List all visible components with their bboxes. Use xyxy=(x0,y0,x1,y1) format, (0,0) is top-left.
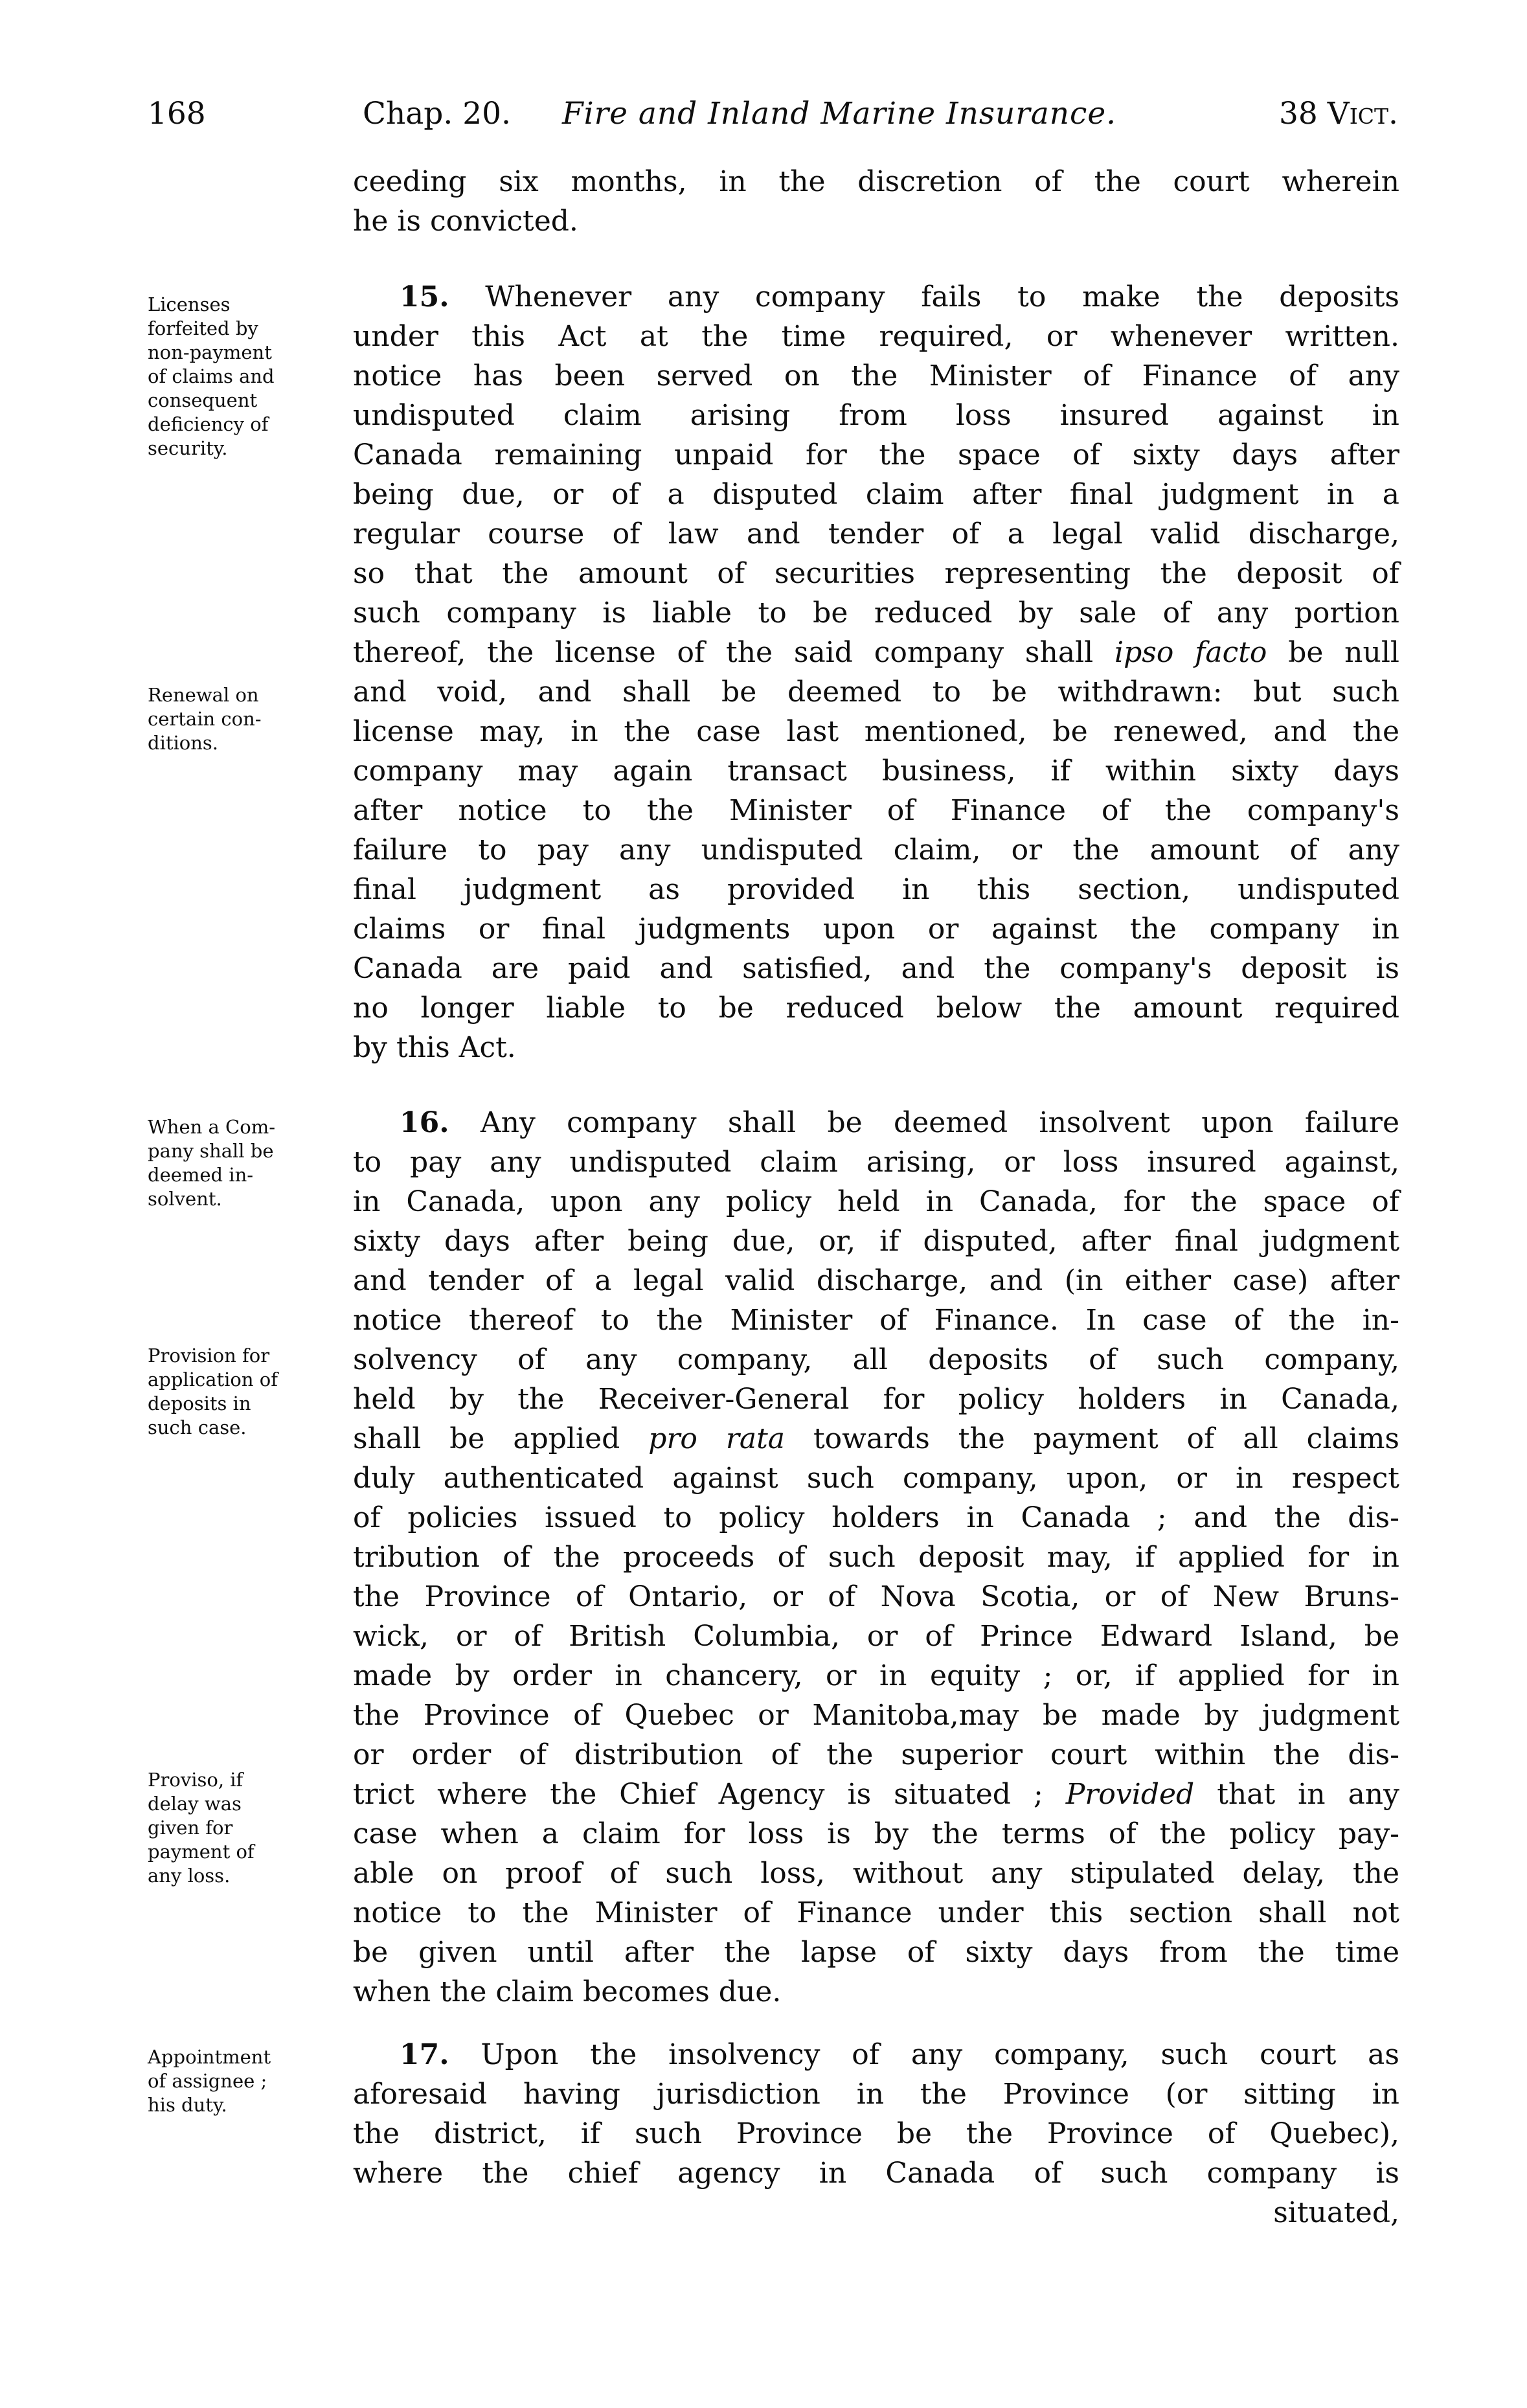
text-line: no longer liable to be reduced below the amount required xyxy=(353,992,1399,1025)
text-line: deposits in xyxy=(148,1392,251,1414)
text-line: Renewal on xyxy=(148,684,259,706)
text-line: or order of distribution of the superior court within the dis- xyxy=(353,1738,1399,1771)
text-line: license may, in the case last mentioned, be renewed, and the xyxy=(353,715,1399,748)
text-line: any loss. xyxy=(148,1865,231,1887)
text-line: consequent xyxy=(148,389,258,411)
text-line: Canada remaining unpaid for the space of sixty days after xyxy=(353,438,1399,471)
text-line: security. xyxy=(148,437,228,459)
text-line xyxy=(353,1419,1399,1459)
text-line: the Province of Quebec or Manitoba,may be made by judgment xyxy=(353,1699,1399,1732)
text-line: tribution of the proceeds of such deposit may, if applied for in xyxy=(353,1541,1399,1574)
text-line: certain con- xyxy=(148,708,262,730)
text-line: claims or final judgments upon or against the company in xyxy=(353,913,1399,946)
text-line: company may again transact business, if within sixty days xyxy=(353,755,1399,788)
text-line: notice thereof to the Minister of Finance. In case of the in- xyxy=(353,1304,1399,1337)
sidenote-appointment-assignee xyxy=(148,2045,350,2117)
text-line: to pay any undisputed claim arising, or loss insured against, xyxy=(353,1146,1399,1179)
text-line: where the chief agency in Canada of such company is xyxy=(353,2157,1399,2190)
text-line: deemed in- xyxy=(148,1164,254,1186)
section-number: 15. xyxy=(400,280,449,313)
text-line: be given until after the lapse of sixty days from the time xyxy=(353,1936,1399,1969)
text-line: duly authenticated against such company, upon, or in respect xyxy=(353,1462,1399,1495)
text-line: of claims and xyxy=(148,365,275,387)
text-line: Proviso, if xyxy=(148,1769,243,1791)
text-line: aforesaid having jurisdiction in the Province (or sitting in xyxy=(353,2078,1399,2111)
text-segment: when the claim becomes due. xyxy=(353,1975,782,2008)
text-line: solvency of any company, all deposits of such company, xyxy=(353,1343,1399,1376)
sidenote-provision-deposits xyxy=(148,1344,350,1440)
text-line: given for xyxy=(148,1817,233,1839)
text-line xyxy=(353,1103,1399,1142)
section-15-paragraph xyxy=(353,277,1399,1067)
text-line: after notice to the Minister of Finance of the company's xyxy=(353,794,1399,827)
act-title: Fire and Inland Marine Insurance. xyxy=(562,96,1117,131)
text-line: case when a claim for loss is by the terms of the policy pay- xyxy=(353,1817,1399,1850)
text-line: wick, or of British Columbia, or of Prince Edward Island, be xyxy=(353,1620,1399,1653)
sidenote-licenses-forfeited xyxy=(148,293,350,460)
text-line: the district, if such Province be the Province of Quebec), xyxy=(353,2117,1399,2150)
text-line: solvent. xyxy=(148,1188,222,1210)
text-line: in Canada, upon any policy held in Canada, for the space of xyxy=(353,1185,1399,1218)
text-line xyxy=(353,633,1399,672)
text-line: such case. xyxy=(148,1416,247,1438)
text-segment: be null xyxy=(1267,636,1399,669)
text-line: being due, or of a disputed claim after final judgment in a xyxy=(353,478,1399,511)
continuation-paragraph xyxy=(353,162,1399,241)
text-segment: towards the payment of all claims xyxy=(785,1422,1400,1455)
text-line: ceeding six months, in the discretion of the court wherein xyxy=(353,165,1399,198)
text-line: regular course of law and tender of a legal valid discharge, xyxy=(353,517,1399,551)
section-17-paragraph xyxy=(353,2035,1399,2232)
text-line: of assignee ; xyxy=(148,2070,267,2092)
text-line: held by the Receiver-General for policy holders in Canada, xyxy=(353,1383,1399,1416)
text-line: notice has been served on the Minister of Finance of any xyxy=(353,359,1399,392)
section-16-paragraph xyxy=(353,1103,1399,2012)
text-line: application of xyxy=(148,1369,278,1391)
text-line xyxy=(353,1972,1399,2012)
text-segment: shall be applied xyxy=(353,1422,649,1455)
text-line: When a Com- xyxy=(148,1116,275,1138)
text-line: Provision for xyxy=(148,1345,270,1367)
section-number: 16. xyxy=(400,1106,449,1139)
text-segment: that in any xyxy=(1194,1778,1399,1811)
text-line: Appointment xyxy=(148,2046,271,2068)
text-line: his duty. xyxy=(148,2094,227,2116)
text-segment: trict where the Chief Agency is situated ; xyxy=(353,1778,1066,1811)
text-line xyxy=(353,1775,1399,1814)
text-line: forfeited by xyxy=(148,317,258,339)
text-line: so that the amount of securities representing the deposit of xyxy=(353,557,1399,590)
text-line: delay was xyxy=(148,1793,242,1815)
text-line: Licenses xyxy=(148,293,231,315)
text-line: failure to pay any undisputed claim, or the amount of any xyxy=(353,834,1399,867)
italic-phrase: ipso facto xyxy=(1114,636,1267,669)
text-line: pany shall be xyxy=(148,1140,274,1162)
text-line: non-payment xyxy=(148,341,272,363)
sidenote-deemed-insolvent xyxy=(148,1115,350,1211)
text-line xyxy=(353,201,1399,241)
text-line: payment of xyxy=(148,1841,254,1863)
text-line: final judgment as provided in this section, undisputed xyxy=(353,873,1399,906)
chapter-heading: Chap. 20. xyxy=(363,96,511,131)
text-line xyxy=(353,2035,1399,2074)
text-line xyxy=(353,2193,1399,2232)
text-segment: Upon the insolvency of any company, such court as xyxy=(449,2038,1399,2071)
text-line: able on proof of such loss, without any stipulated delay, the xyxy=(353,1857,1399,1890)
text-line: the Province of Ontario, or of Nova Scotia, or of New Bruns- xyxy=(353,1580,1399,1613)
text-line: deficiency of xyxy=(148,413,269,435)
text-line xyxy=(353,1028,1399,1067)
sidenote-proviso-delay xyxy=(148,1768,350,1888)
text-line: made by order in chancery, or in equity ; or, if applied for in xyxy=(353,1659,1399,1692)
text-line: such company is liable to be reduced by sale of any portion xyxy=(353,596,1399,630)
text-line: and void, and shall be deemed to be withdrawn: but such xyxy=(353,676,1399,709)
italic-phrase: pro rata xyxy=(648,1422,786,1455)
text-line: notice to the Minister of Finance under this section shall not xyxy=(353,1896,1399,1929)
text-line: and tender of a legal valid discharge, and (in either case) after xyxy=(353,1264,1399,1297)
text-line: undisputed claim arising from loss insured against in xyxy=(353,399,1399,432)
section-number: 17. xyxy=(400,2038,449,2071)
text-line: of policies issued to policy holders in Canada ; and the dis- xyxy=(353,1501,1399,1534)
regnal-year: 38 Vict. xyxy=(1279,96,1398,131)
text-line: Canada are paid and satisfied, and the company's deposit is xyxy=(353,952,1399,985)
text-line: under this Act at the time required, or whenever written. xyxy=(353,320,1399,353)
text-line: ditions. xyxy=(148,732,219,754)
sidenote-renewal-conditions xyxy=(148,683,350,755)
italic-phrase: Provided xyxy=(1065,1778,1195,1811)
page-number: 168 xyxy=(148,96,206,131)
text-segment: thereof, the license of the said company shall xyxy=(353,636,1114,669)
text-segment: Whenever any company fails to make the deposits xyxy=(449,280,1399,313)
text-segment: situated, xyxy=(1273,2196,1399,2229)
text-segment: Any company shall be deemed insolvent upon failure xyxy=(449,1106,1399,1139)
text-line xyxy=(353,277,1399,317)
text-segment: he is convicted. xyxy=(353,205,578,238)
text-line: sixty days after being due, or, if disputed, after final judgment xyxy=(353,1225,1399,1258)
text-segment: by this Act. xyxy=(353,1031,516,1064)
